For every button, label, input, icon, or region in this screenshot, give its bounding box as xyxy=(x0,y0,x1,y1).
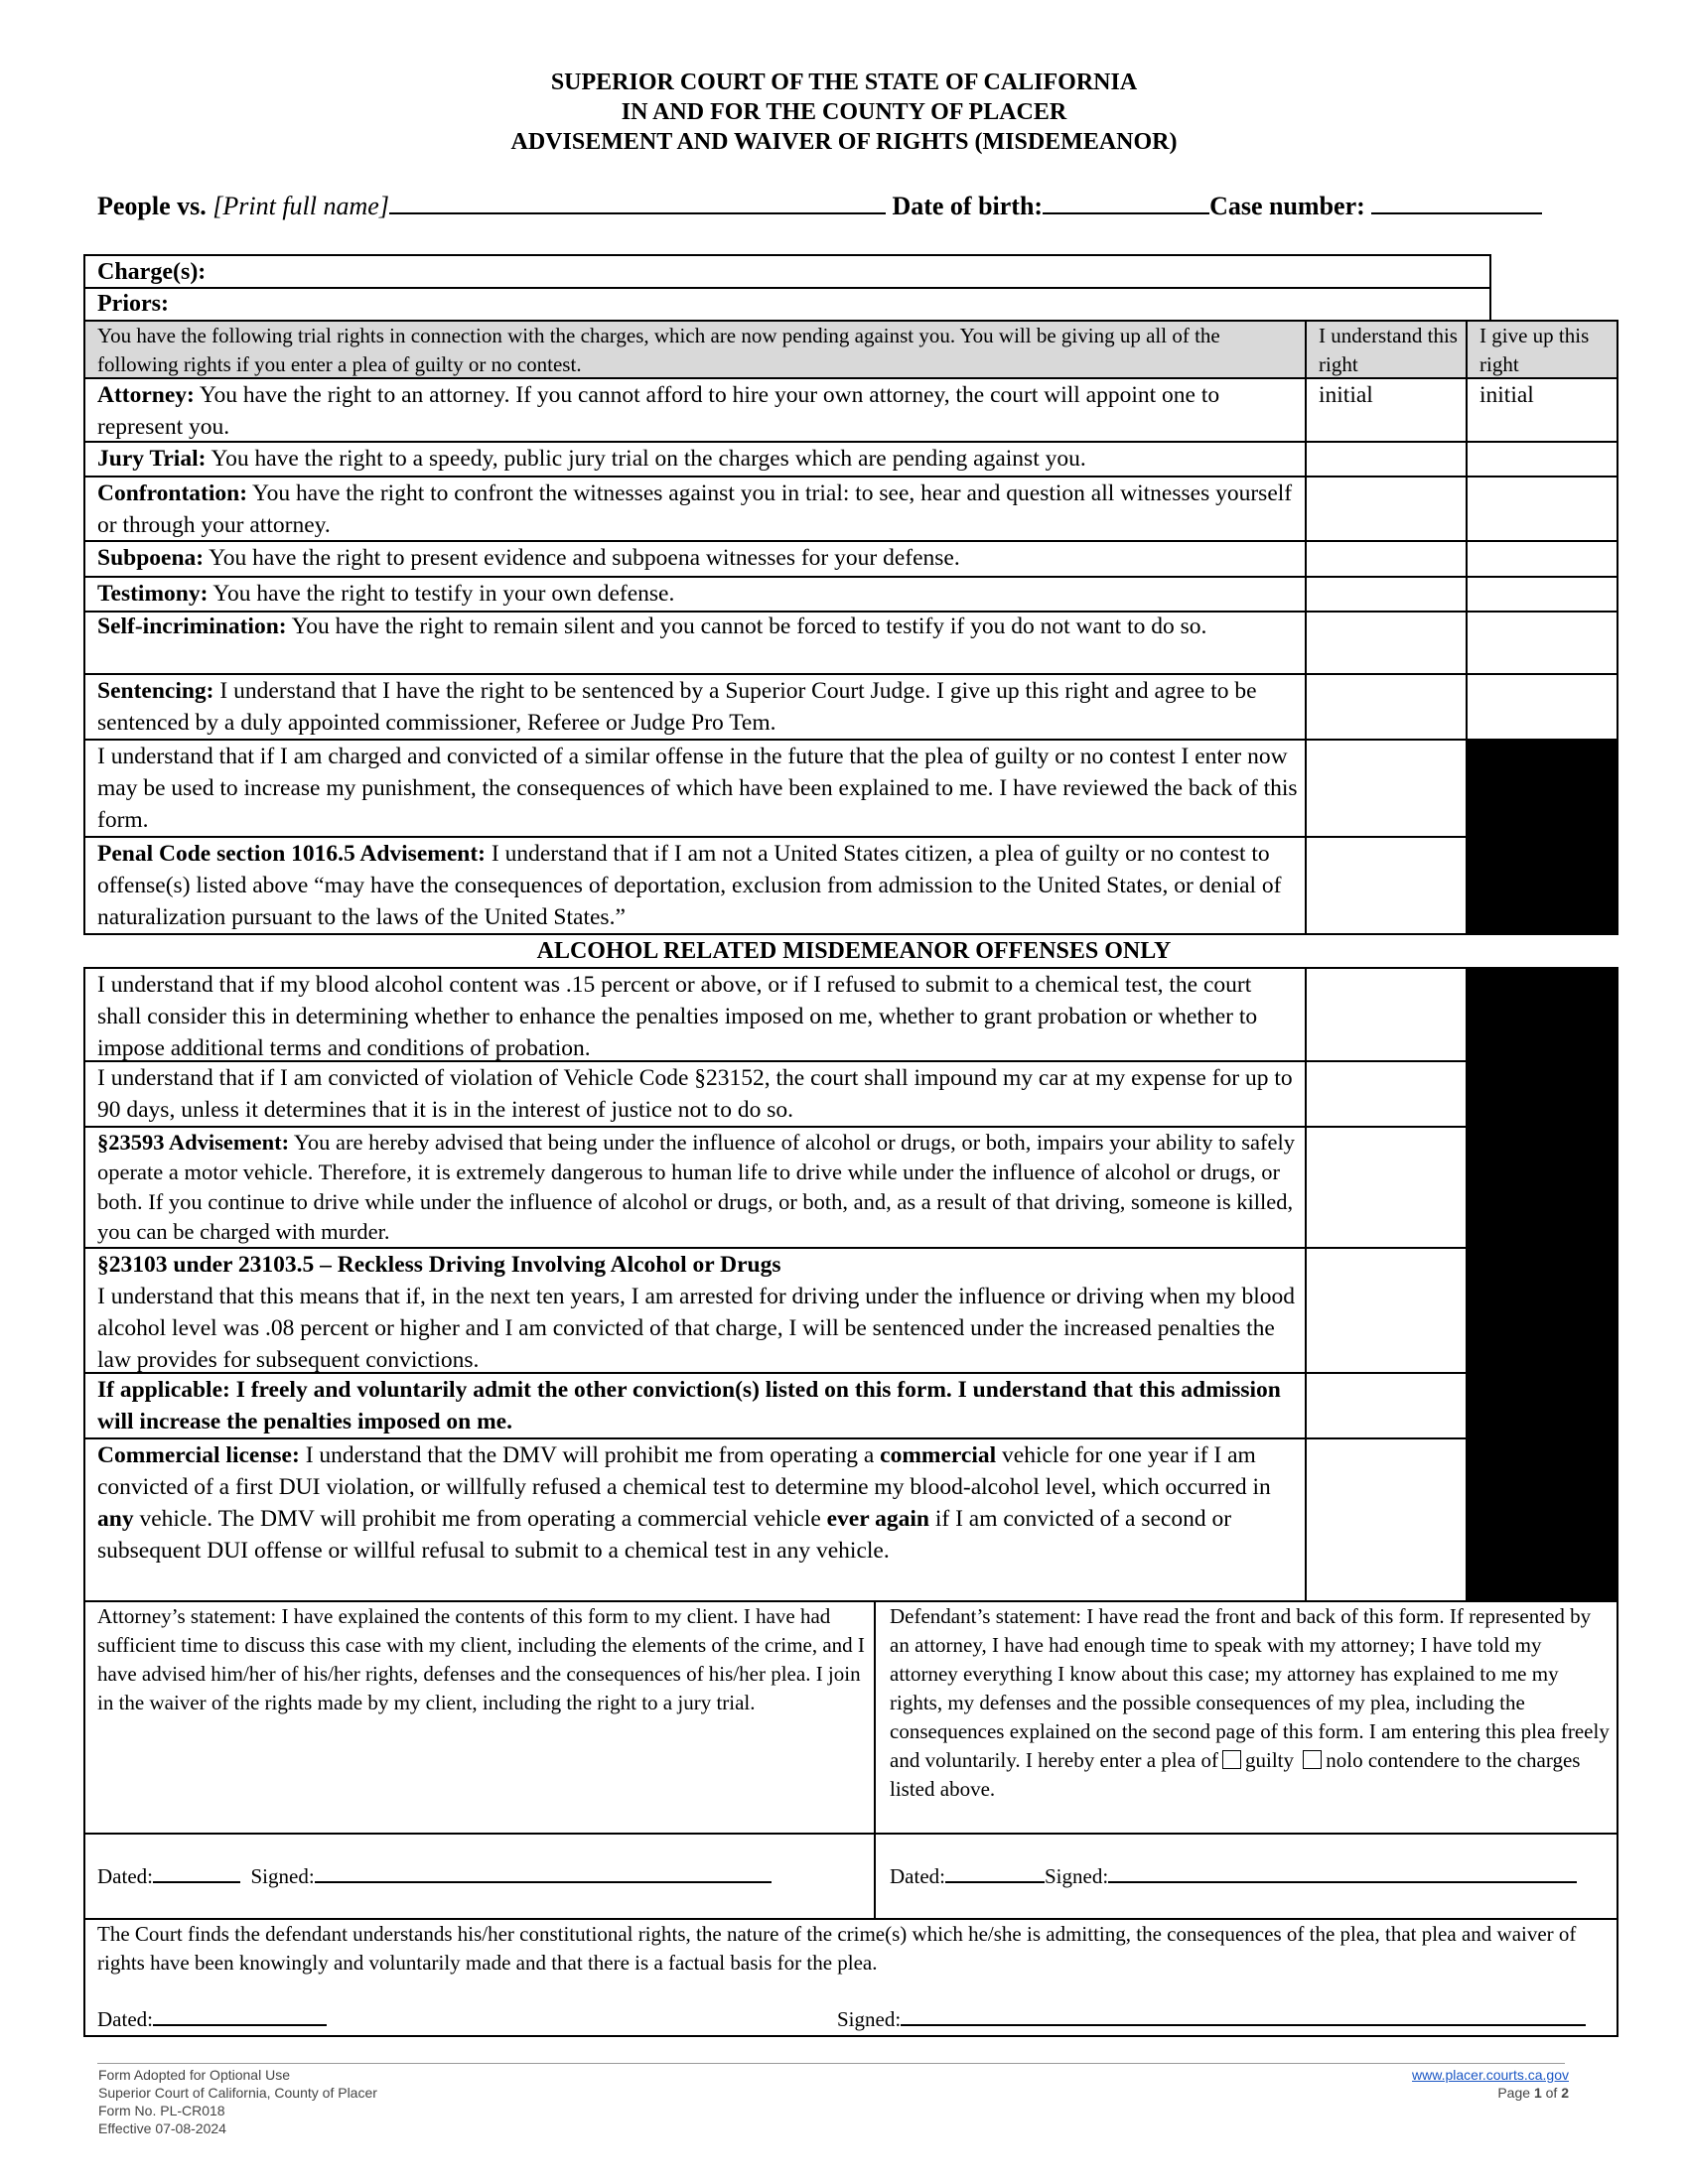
alcohol-bac: I understand that if my blood alcohol content was .15 percent or above, or if I refused to submit to a chemical test, the court shall consider this in determining whether to enhance the penalties imposed on me, whether to grant probation or whether to impose additional terms and conditions of probation. xyxy=(97,972,1258,1061)
case-number-field[interactable] xyxy=(1371,191,1542,214)
plea-nolo-checkbox[interactable] xyxy=(1303,1750,1322,1769)
defendant-signature-line: Dated: Signed: xyxy=(890,1862,1577,1891)
future-offense-advisement: I understand that if I am charged and convicted of a similar offense in the future that the plea of guilty or no contest I enter now may be used to increase my punishment, the consequences of which have been explained to me. I have reviewed the back of this form. xyxy=(97,744,1298,833)
attorney-signature-line: Dated: Signed: xyxy=(97,1862,772,1891)
court-dated-line: Dated: xyxy=(97,2005,327,2034)
court-dated-field[interactable] xyxy=(153,2006,327,2026)
alcohol-applicable: If applicable: I freely and voluntarily admit the other conviction(s) listed on this form. I understand that this admission will increase the penalties imposed on me. xyxy=(97,1377,1281,1434)
header-title: ADVISEMENT AND WAIVER OF RIGHTS (MISDEMEANOR) xyxy=(510,129,1178,155)
footer-court: Superior Court of California, County of Placer xyxy=(98,2085,377,2101)
alcohol-impound: I understand that if I am convicted of violation of Vehicle Code §23152, the court shall impound my car at my expense for up to 90 days, unless it determines that it is in the interest of justice not to do so. xyxy=(97,1065,1293,1123)
col-giveup-header: I give up this right xyxy=(1479,324,1590,376)
charges-label: Charge(s): xyxy=(97,259,207,285)
court-finding: The Court finds the defendant understands his/her constitutional rights, the nature of the crime(s) which he/she is admitting, the consequences of the plea, that plea and waiver of rights have been knowingly and voluntarily made and that there is a factual basis for the plea. xyxy=(97,1922,1577,1975)
footer-form-number: Form No. PL-CR018 xyxy=(98,2103,225,2118)
header-county: IN AND FOR THE COUNTY OF PLACER xyxy=(621,99,1067,125)
court-signed-field[interactable] xyxy=(901,2006,1586,2026)
attorney-statement: Attorney’s statement: I have explained the contents of this form to my client. I have had sufficient time to discuss this case with my client, including the elements of the crime, and I have advised him/her of his/her rights, defenses and the consequences of his/her plea. I join in the waiver of the rights made by my client, including the right to a jury trial. xyxy=(97,1604,865,1714)
priors-label: Priors: xyxy=(97,291,169,317)
right-testimony: Testimony: You have the right to testify in your own defense. xyxy=(97,581,675,607)
right-self-incrimination: Self-incrimination: You have the right to remain silent and you cannot be forced to testify if you do not want to do so. xyxy=(97,614,1207,639)
court-website-link[interactable]: www.placer.courts.ca.gov xyxy=(1412,2067,1569,2083)
blacked-out-column xyxy=(1466,967,1618,1602)
initial-understand[interactable]: initial xyxy=(1319,382,1373,408)
alcohol-heading: ALCOHOL RELATED MISDEMEANOR OFFENSES ONLY xyxy=(536,938,1172,964)
plea-nolo-label: nolo contendere to the charges listed above. xyxy=(890,1748,1581,1801)
plea-guilty-label: guilty xyxy=(1245,1748,1295,1772)
right-jury-trial: Jury Trial: You have the right to a speedy, public jury trial on the charges which are pending against you. xyxy=(97,446,1086,472)
blacked-out-cell xyxy=(1466,739,1618,935)
alcohol-commercial: Commercial license: I understand that the DMV will prohibit me from operating a commercial vehicle for one year if I am convicted of a first DUI violation, or willfully refused a chemical test to determine my blood-alcohol level, which occurred in any vehicle. The DMV will prohibit me from operating a commercial vehicle ever again if I am convicted of a second or subsequent DUI offense or willful refusal to submit to a chemical test in any vehicle. xyxy=(97,1442,1271,1564)
pc1016-advisement: Penal Code section 1016.5 Advisement: I understand that if I am not a United States citizen, a plea of guilty or no contest to offense(s) listed above “may have the consequences of deportation, exclusion from admission to the United States, or denial of naturalization pursuant to the laws of the United States.” xyxy=(97,841,1282,930)
defendant-signed-field[interactable] xyxy=(1108,1863,1577,1883)
defendant-name-field[interactable] xyxy=(389,191,886,214)
dob-label: Date of birth: xyxy=(892,192,1044,220)
court-signed-line: Signed: xyxy=(837,2005,1586,2034)
defendant-dated-field[interactable] xyxy=(945,1863,1045,1883)
defendant-statement: Defendant’s statement: I have read the front and back of this form. If represented by an attorney, I have had enough time to speak with my attorney; I have told my attorney everything I know about this case; my attorney has explained to me my rights, my defenses and the possible consequences of my plea, including the consequences explained on the second page of this form. I am entering this plea freely and voluntarily. I hereby enter a plea of guilty nolo contendere to the charges listed above. xyxy=(890,1604,1610,1801)
footer-adopted: Form Adopted for Optional Use xyxy=(98,2067,290,2083)
right-attorney: Attorney: You have the right to an attorney. If you cannot afford to hire your own attorney, the court will appoint one to represent you. xyxy=(97,382,1220,440)
dob-field[interactable] xyxy=(1043,191,1209,214)
page-indicator: Page 1 of 2 xyxy=(1497,2085,1569,2101)
header-court: SUPERIOR COURT OF THE STATE OF CALIFORNIA xyxy=(550,69,1138,95)
print-name-label: [Print full name] xyxy=(212,192,389,220)
right-subpoena: Subpoena: You have the right to present evidence and subpoena witnesses for your defense. xyxy=(97,545,960,571)
right-sentencing: Sentencing: I understand that I have the right to be sentenced by a Superior Court Judge. I give up this right and agree to be sentenced by a duly appointed commissioner, Referee or Judge Pro Tem. xyxy=(97,678,1257,736)
footer-effective-date: Effective 07-08-2024 xyxy=(98,2120,226,2136)
form-header xyxy=(0,68,1688,157)
alcohol-23103: §23103 under 23103.5 – Reckless Driving Involving Alcohol or Drugs I understand that this means that if, in the next ten years, I am arrested for driving under the influence or driving when my blood alcohol level was .08 percent or higher and I am convicted of that charge, I will be sentenced under the increased penalties the law provides for subsequent convictions. xyxy=(97,1252,1295,1373)
col-understand-header: I understand this right xyxy=(1319,324,1458,376)
case-caption xyxy=(97,191,1542,221)
case-number-label: Case number: xyxy=(1209,192,1372,220)
right-confrontation: Confrontation: You have the right to confront the witnesses against you in trial: to see, hear and question all witnesses yourself or through your attorney. xyxy=(97,480,1293,538)
alcohol-23593: §23593 Advisement: You are hereby advised that being under the influence of alcohol or drugs, or both, impairs your ability to safely operate a motor vehicle. Therefore, it is extremely dangerous to human life to drive while under the influence of alcohol or drugs, or both. If you continue to drive while under the influence of alcohol or drugs, or both, and, as a result of that driving, someone is killed, you can be charged with murder. xyxy=(97,1130,1295,1244)
form-footer-info xyxy=(98,2066,377,2137)
rights-intro: You have the following trial rights in connection with the charges, which are now pending against you. You will be giving up all of the following rights if you enter a plea of guilty or no contest. xyxy=(97,324,1220,376)
attorney-dated-field[interactable] xyxy=(153,1863,240,1883)
people-vs-label: People vs. xyxy=(97,192,213,220)
footer-right xyxy=(1241,2066,1569,2102)
plea-guilty-checkbox[interactable] xyxy=(1222,1750,1241,1769)
initial-giveup[interactable]: initial xyxy=(1479,382,1534,408)
attorney-signed-field[interactable] xyxy=(315,1863,772,1883)
